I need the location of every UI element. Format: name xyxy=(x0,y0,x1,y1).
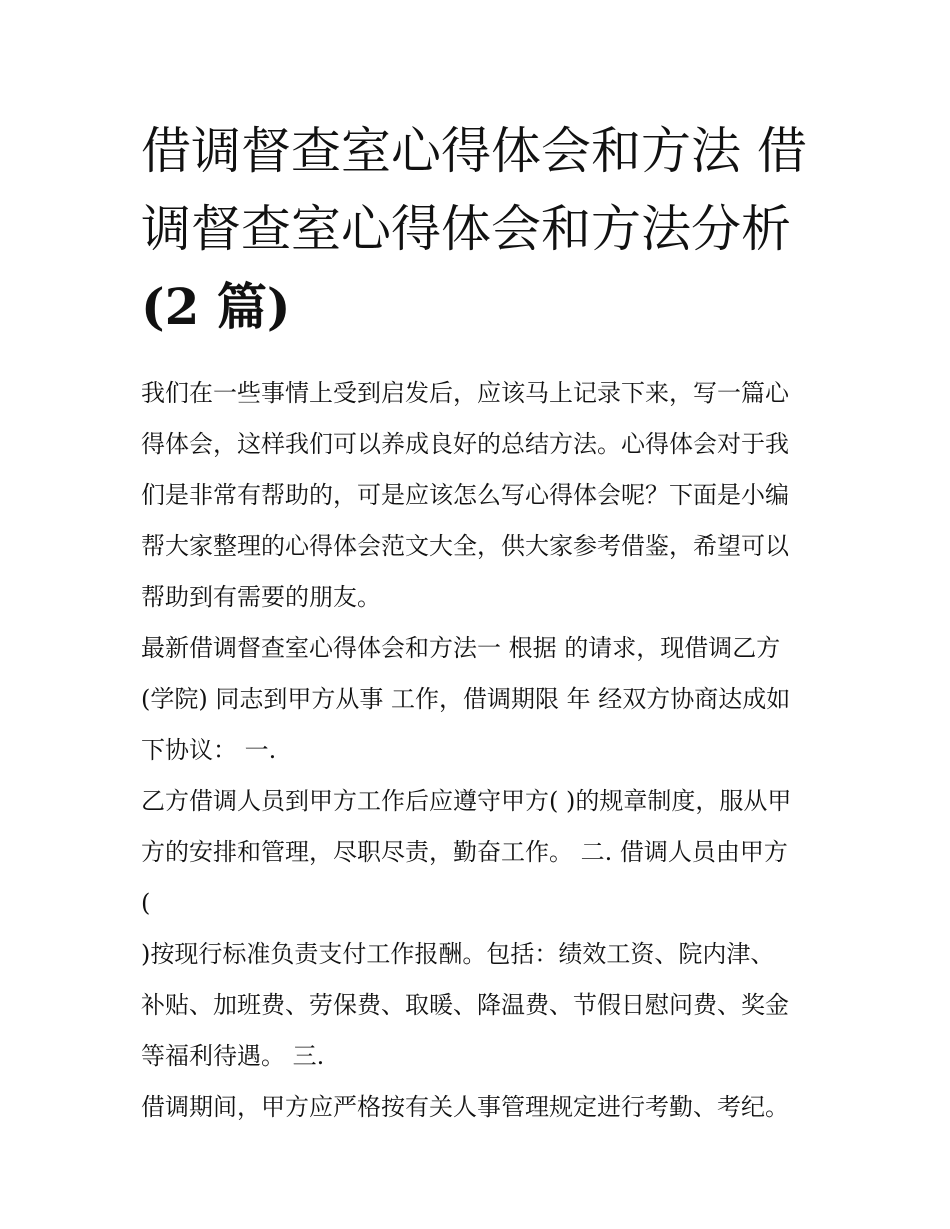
document-body xyxy=(141,112,821,1133)
paragraph-clause-3 xyxy=(141,1082,821,1133)
text-line: 帮助到有需要的朋友。 xyxy=(141,583,381,611)
title-line: 借调督查室心得体会和方法 借 xyxy=(141,122,807,180)
paragraph-clause-2 xyxy=(141,929,821,1082)
title-line: 调督查室心得体会和方法分析 xyxy=(141,200,791,258)
text-line: 最新借调督查室心得体会和方法一 根据 的请求，现借调乙方 xyxy=(141,634,781,662)
paragraph-agreement-intro xyxy=(141,623,821,776)
text-line: )按现行标准负责支付工作报酬。包括：绩效工资、院内津、 xyxy=(141,940,775,968)
paragraph-clause-1 xyxy=(141,776,821,929)
text-line: 方的安排和管理，尽职尽责，勤奋工作。 二. 借调人员由甲方 xyxy=(141,838,788,866)
text-line: 补贴、加班费、劳保费、取暖、降温费、节假日慰问费、奖金 xyxy=(141,991,789,1019)
document-title xyxy=(141,112,821,346)
text-line: 等福利待遇。 三. xyxy=(141,1042,325,1070)
text-line: 们是非常有帮助的，可是应该怎么写心得体会呢？下面是小编 xyxy=(141,481,789,509)
title-line: (2 篇) xyxy=(141,277,291,336)
text-line: 我们在一些事情上受到启发后，应该马上记录下来，写一篇心 xyxy=(141,379,789,407)
paragraph-intro xyxy=(141,368,821,623)
text-line: 帮大家整理的心得体会范文大全，供大家参考借鉴，希望可以 xyxy=(141,532,789,560)
text-line: (学院) 同志到甲方从事 工作，借调期限 年 经双方协商达成如 xyxy=(141,685,791,713)
text-line: 得体会，这样我们可以养成良好的总结方法。心得体会对于我 xyxy=(141,430,789,458)
text-line: 乙方借调人员到甲方工作后应遵守甲方( )的规章制度，服从甲 xyxy=(141,787,792,815)
text-line: 借调期间，甲方应严格按有关人事管理规定进行考勤、考纪。 xyxy=(141,1093,789,1121)
text-line: 下协议： 一. xyxy=(141,736,277,764)
text-line: ( xyxy=(141,889,151,917)
